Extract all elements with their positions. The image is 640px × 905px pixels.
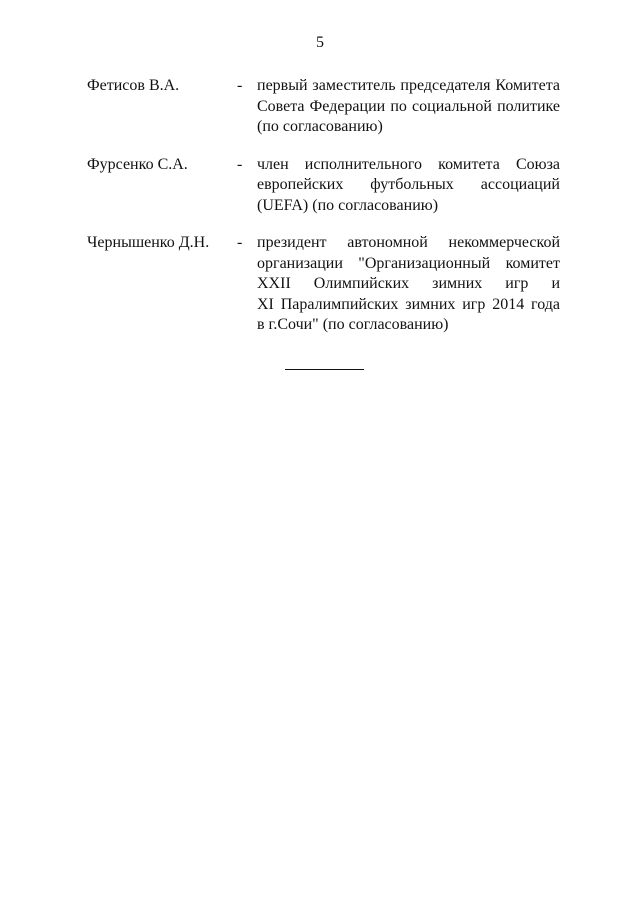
member-list	[87, 76, 560, 353]
end-divider	[285, 369, 364, 370]
separator-dash: -	[237, 234, 243, 251]
role-line: XXII Олимпийских зимних игр и	[257, 275, 560, 292]
role-line: член исполнительного комитета Союза	[257, 155, 560, 173]
member-name: Фетисов В.А.	[87, 77, 180, 94]
member-entry	[87, 155, 560, 217]
role-line: XI Паралимпийских зимних игр 2014 года	[257, 295, 560, 313]
role-line: (UEFA) (по согласованию)	[257, 196, 439, 214]
member-entry	[87, 76, 560, 138]
role-line: первый заместитель председателя Комитета	[257, 77, 560, 94]
role-line: (по согласованию)	[257, 118, 383, 135]
separator-dash: -	[237, 77, 243, 94]
member-role	[257, 233, 560, 336]
role-line: Совета Федерации по социальной политике	[257, 97, 560, 115]
member-entry	[87, 233, 560, 336]
role-line: в г.Сочи" (по согласованию)	[257, 316, 449, 333]
member-name: Чернышенко Д.Н.	[87, 234, 210, 251]
role-line: организации "Организационный комитет	[257, 254, 560, 272]
role-line: европейских футбольных ассоциаций	[257, 176, 560, 193]
member-role	[257, 155, 560, 217]
page-number: 5	[316, 34, 324, 51]
member-name: Фурсенко С.А.	[87, 155, 188, 173]
role-line: президент автономной некоммерческой	[257, 234, 560, 251]
member-role	[257, 76, 560, 138]
separator-dash: -	[237, 155, 243, 173]
